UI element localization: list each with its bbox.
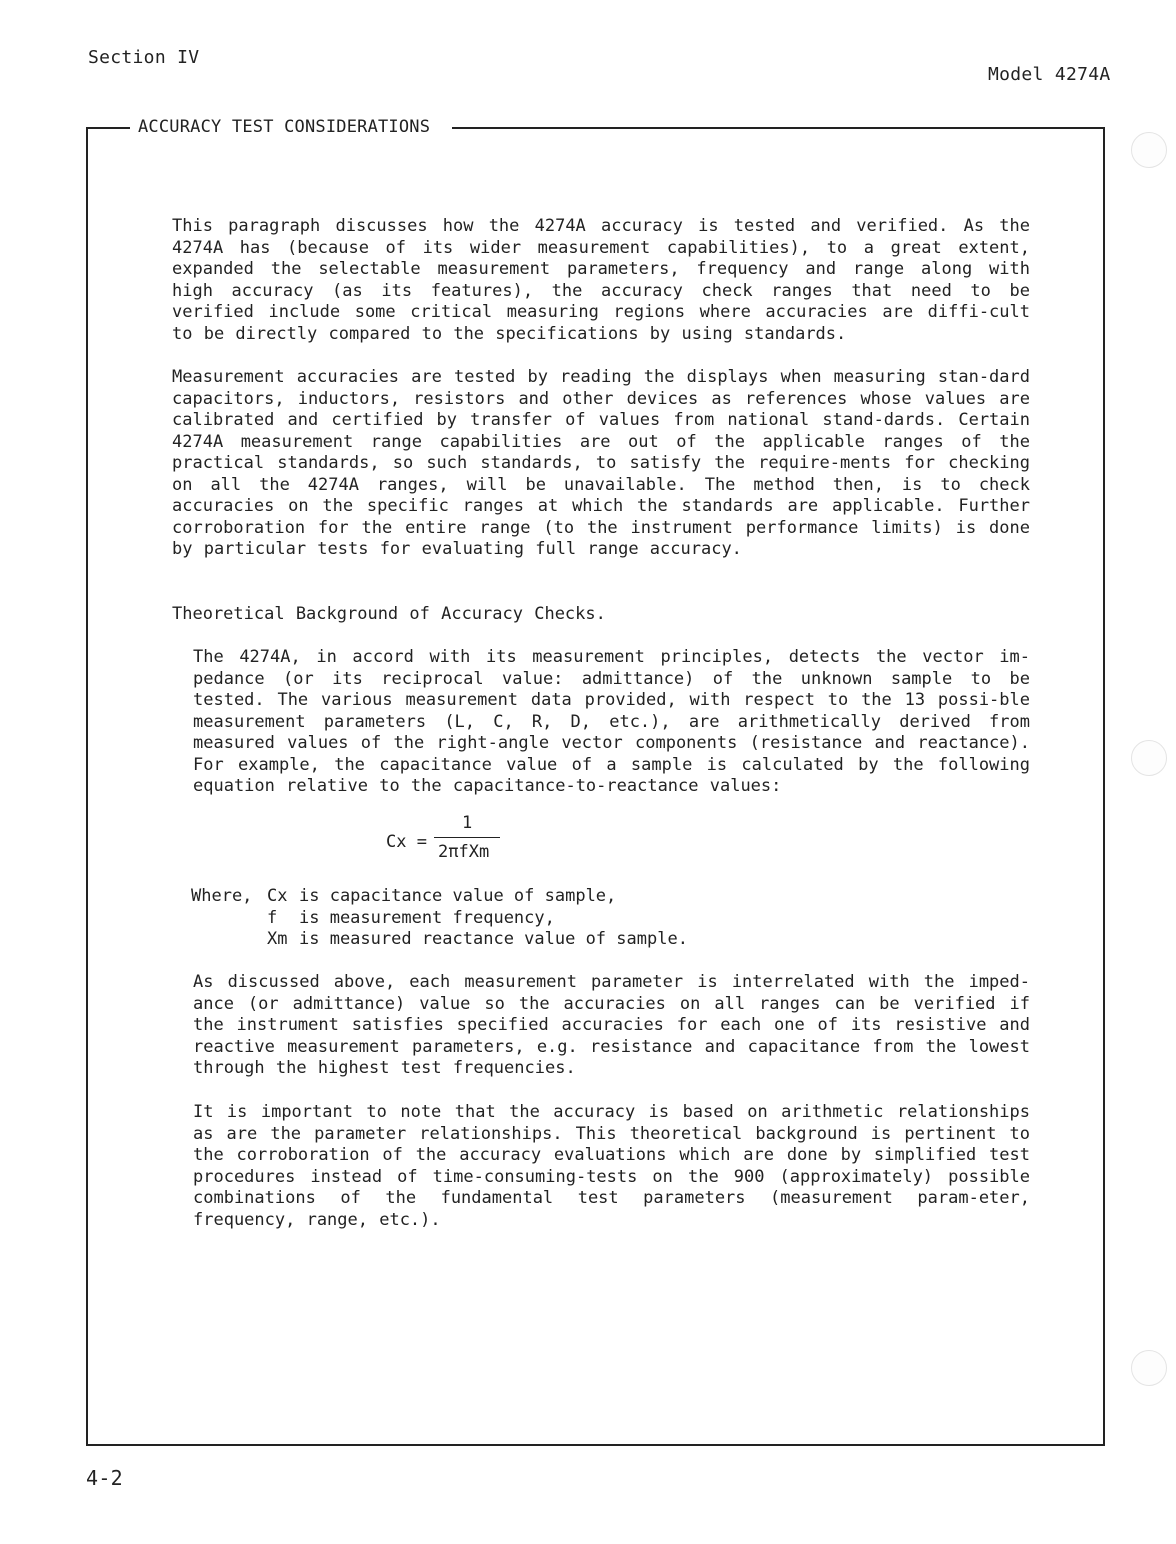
equation-denominator: 2πfXm xyxy=(438,842,490,862)
binder-hole-icon xyxy=(1131,1350,1167,1386)
frame-top-rule-right xyxy=(452,127,1105,129)
capacitance-equation xyxy=(386,813,506,863)
model-label: Model 4274A xyxy=(988,64,1111,85)
definition-symbol: Xm xyxy=(267,929,288,949)
definition-row xyxy=(191,886,688,908)
section-label: Section IV xyxy=(88,47,200,68)
definition-row xyxy=(191,908,688,930)
definition-symbol: Cx xyxy=(267,886,288,906)
theory-paragraph: The 4274A, in accord with its measurement principles, detects the vector im-pedance (or its reciprocal value: admittance) of the unknown sample to be tested. The various measurement data provided, with respect to the 13 possi-ble measurement parameters (L, C, R, D, etc.), are arithmetically derived from measured values of the right-angle vector components (resistance and reactance). For example, the capacitance value of a sample is calculated by the following equation relative to the capacitance-to-reactance values: xyxy=(193,647,1030,796)
definition-text: is capacitance value of sample, xyxy=(299,886,617,906)
definition-symbol: f xyxy=(267,907,278,928)
measurement-paragraph: Measurement accuracies are tested by reading the displays when measuring stan-dard capacitors, inductors, resistors and other devices as references whose values are calibrated and certified by transfer of values from national stand-dards. Certain 4274A measurement range capabilities are out of the applicable ranges of the practical standards, so such standards, to satisfy the require-ments for checking on all the 4274A ranges, will be unavailable. The method then, is to check accuracies on the specific ranges at which the standards are applicable. Further corroboration for the entire range (to the instrument performance limits) is done by particular tests for evaluating full range accuracy. xyxy=(172,367,1030,559)
binder-hole-icon xyxy=(1131,740,1167,776)
definition-text: is measurement frequency, xyxy=(299,907,555,928)
where-label: Where, xyxy=(191,886,253,906)
definition-text: is measured reactance value of sample. xyxy=(299,929,688,949)
intro-paragraph: This paragraph discusses how the 4274A accuracy is tested and verified. As the 4274A has (because of its wider measurement capabilities), to a great extent, expanded the selectable measurement parameters, frequency and range along with high accuracy (as its features), the accuracy check ranges that need to be verified include some critical measuring regions where accuracies are diffi-cult to be directly compared to the specifications by using standards. xyxy=(172,216,1030,344)
fraction-bar xyxy=(434,837,500,838)
variable-definitions xyxy=(191,886,688,951)
box-title: ACCURACY TEST CONSIDERATIONS xyxy=(138,117,431,137)
definition-row xyxy=(191,929,688,951)
equation-numerator: 1 xyxy=(462,813,473,833)
theory-heading: Theoretical Background of Accuracy Checks. xyxy=(172,604,606,624)
binder-hole-icon xyxy=(1131,132,1167,168)
equation-lhs: Cx = xyxy=(386,832,427,852)
page-number: 4-2 xyxy=(86,1466,124,1490)
interrelated-paragraph: As discussed above, each measurement parameter is interrelated with the imped-ance (or admittance) value so the accuracies on all ranges can be verified if the instrument satisfies specified accuracies for each one of its resistive and reactive measurement parameters, e.g. resistance and capacitance from the lowest through the highest test frequencies. xyxy=(193,972,1030,1078)
important-paragraph: It is important to note that the accuracy is based on arithmetic relationships as are the parameter relationships. This theoretical background is pertinent to the corroboration of the accuracy evaluations which are done by simplified test procedures instead of time-consuming-tests on the 900 (approximately) possible combinations of the fundamental test parameters (measurement param-eter, frequency, range, etc.). xyxy=(193,1102,1030,1230)
frame-top-rule-left xyxy=(86,127,130,129)
